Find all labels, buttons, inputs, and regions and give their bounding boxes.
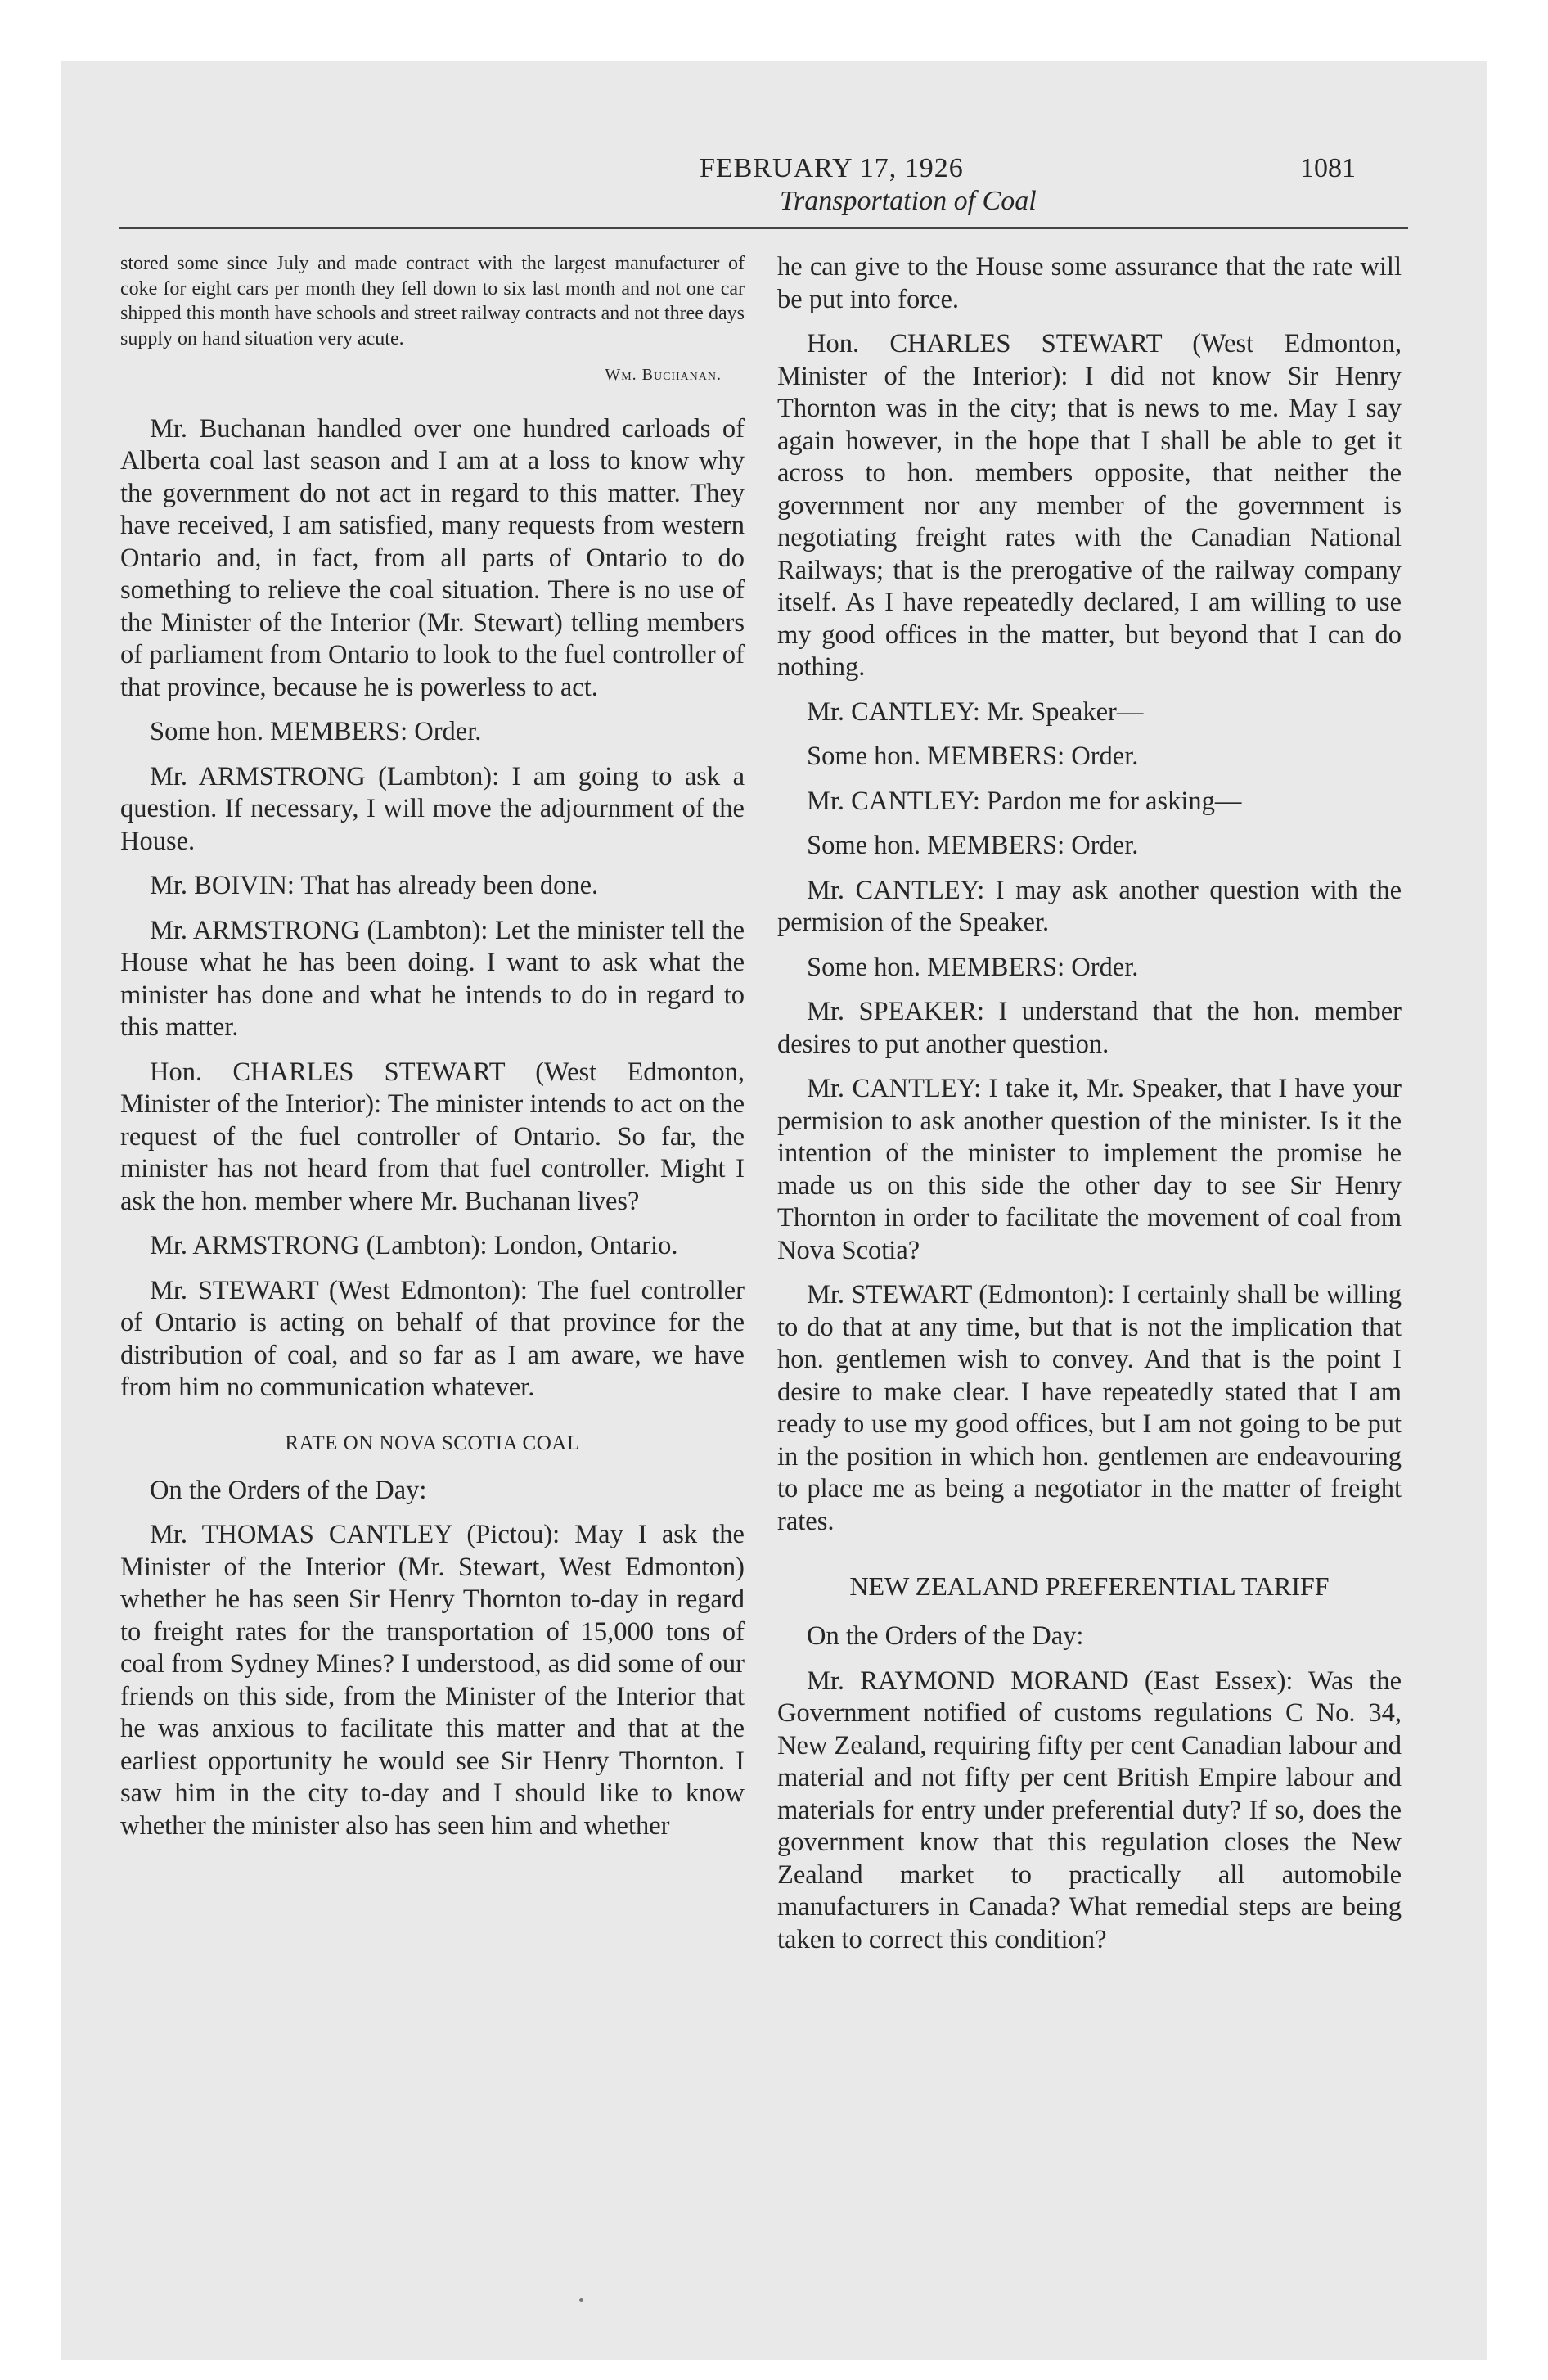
left-column bbox=[120, 251, 745, 1855]
page bbox=[61, 61, 1487, 2360]
section-heading: RATE ON NOVA SCOTIA COAL bbox=[285, 1431, 580, 1454]
paragraph: Some hon. MEMBERS: Order. bbox=[807, 831, 1139, 860]
telegram-text: stored some since July and made contract with the largest manufacturer of coke for eight cars per month they fell down to six last month and not one car shipped this month have schools and street railway contracts and not three days supply on hand situation very acute. bbox=[120, 253, 745, 349]
page-number: 1081 bbox=[1300, 153, 1356, 183]
footer-mark bbox=[579, 2298, 583, 2302]
paragraph: Hon. CHARLES STEWART (West Edmonton, Minister of the Interior): I did not know Sir Henry Thornton was in the city; that is news to me. May I say again however, in the hope that I shall be able to get it across to hon. members opposite, that neither the government nor any member of the government is negotiating freight rates with the Canadian National Railways; that is the prerogative of the railway company itself. As I have repeatedly declared, I am willing to use my good offices in the matter, but beyond that I can do nothing. bbox=[777, 329, 1402, 682]
paragraph: Mr. BOIVIN: That has already been done. bbox=[150, 871, 599, 900]
header-rule bbox=[119, 227, 1408, 229]
paragraph: On the Orders of the Day: bbox=[807, 1621, 1084, 1651]
section-heading: NEW ZEALAND PREFERENTIAL TARIFF bbox=[849, 1571, 1330, 1601]
paragraph: Hon. CHARLES STEWART (West Edmonton, Minister of the Interior): The minister intends to act on the request of the fuel controller of Ontario. So far, the minister has not heard from that fuel controller. Might I ask the hon. member where Mr. Buchanan lives? bbox=[120, 1057, 745, 1216]
paragraph: Some hon. MEMBERS: Order. bbox=[807, 952, 1139, 982]
paragraph: Mr. STEWART (Edmonton): I certainly shall be willing to do that at any time, but that is not the implication that hon. gentlemen wish to convey. And that is the point I desire to make clear. I have repeatedly stated that I am ready to use my good offices, but I am not going to be put in the position in which hon. gentlemen are endeavouring to place me as being a negotiator in the matter of freight rates. bbox=[777, 1280, 1402, 1536]
paragraph: Mr. ARMSTRONG (Lambton): I am going to ask a question. If necessary, I will move the adjournment of the House. bbox=[120, 761, 745, 856]
paragraph: he can give to the House some assurance that the rate will be put into force. bbox=[777, 252, 1402, 314]
paragraph: Mr. THOMAS CANTLEY (Pictou): May I ask the Minister of the Interior (Mr. Stewart, West Edmonton) whether he has seen Sir Henry Thornton to-day in regard to freight rates for the transportation of 15,000 tons of coal from Sydney Mines? I understood, as did some of our friends on this side, from the Minister of the Interior that he was anxious to facilitate this matter and that at the earliest opportunity he would see Sir Henry Thornton. I saw him in the city to-day and I should like to know whether the minister also has seen him and whether bbox=[120, 1520, 745, 1841]
paragraph: Mr. STEWART (West Edmonton): The fuel controller of Ontario is acting on behalf of that province for the distribution of coal, and so far as I am aware, we have from him no communication whatever. bbox=[120, 1275, 745, 1402]
paragraph: Some hon. MEMBERS: Order. bbox=[150, 717, 482, 746]
paragraph: Some hon. MEMBERS: Order. bbox=[807, 741, 1139, 771]
header-date: FEBRUARY 17, 1926 bbox=[700, 153, 964, 183]
paragraph: Mr. CANTLEY: Pardon me for asking— bbox=[807, 786, 1242, 816]
paragraph: Mr. SPEAKER: I understand that the hon. member desires to put another question. bbox=[777, 997, 1402, 1059]
paragraph: Mr. Buchanan handled over one hundred carloads of Alberta coal last season and I am at a loss to know why the government do not act in regard to this matter. They have received, I am satisfied, many requests from western Ontario and, in fact, from all parts of Ontario to do something to relieve the coal situation. There is no use of the Minister of the Interior (Mr. Stewart) telling members of parliament from Ontario to look to the fuel controller of that province, because he is powerless to act. bbox=[120, 413, 745, 702]
paragraph: Mr. CANTLEY: I may ask another question with the permision of the Speaker. bbox=[777, 875, 1402, 937]
paragraph: Mr. ARMSTRONG (Lambton): London, Ontario. bbox=[150, 1231, 678, 1260]
paragraph: Mr. CANTLEY: Mr. Speaker— bbox=[807, 696, 1144, 727]
paragraph: On the Orders of the Day: bbox=[150, 1475, 427, 1505]
telegram-signature: Wm. Buchanan. bbox=[605, 366, 722, 384]
right-column bbox=[777, 251, 1402, 1968]
paragraph: Mr. CANTLEY: I take it, Mr. Speaker, that I have your permision to ask another question of the minister. Is it the intention of the minister to implement the promise he made us on this side the other day to see Sir Henry Thornton in order to facilitate the movement of coal from Nova Scotia? bbox=[777, 1074, 1402, 1265]
section-subtitle: Transportation of Coal bbox=[780, 186, 1037, 216]
paragraph: Mr. ARMSTRONG (Lambton): Let the minister tell the House what he has been doing. I want to ask what the minister has done and what he intends to do in regard to this matter. bbox=[120, 915, 745, 1042]
paragraph: Mr. RAYMOND MORAND (East Essex): Was the Government notified of customs regulations C No. 34, New Zealand, requiring fifty per cent Canadian labour and material and not fifty per cent British Empire labour and materials for entry under preferential duty? If so, does the government know that this regulation closes the New Zealand market to practically all automobile manufacturers in Canada? What remedial steps are being taken to correct this condition? bbox=[777, 1666, 1402, 1954]
